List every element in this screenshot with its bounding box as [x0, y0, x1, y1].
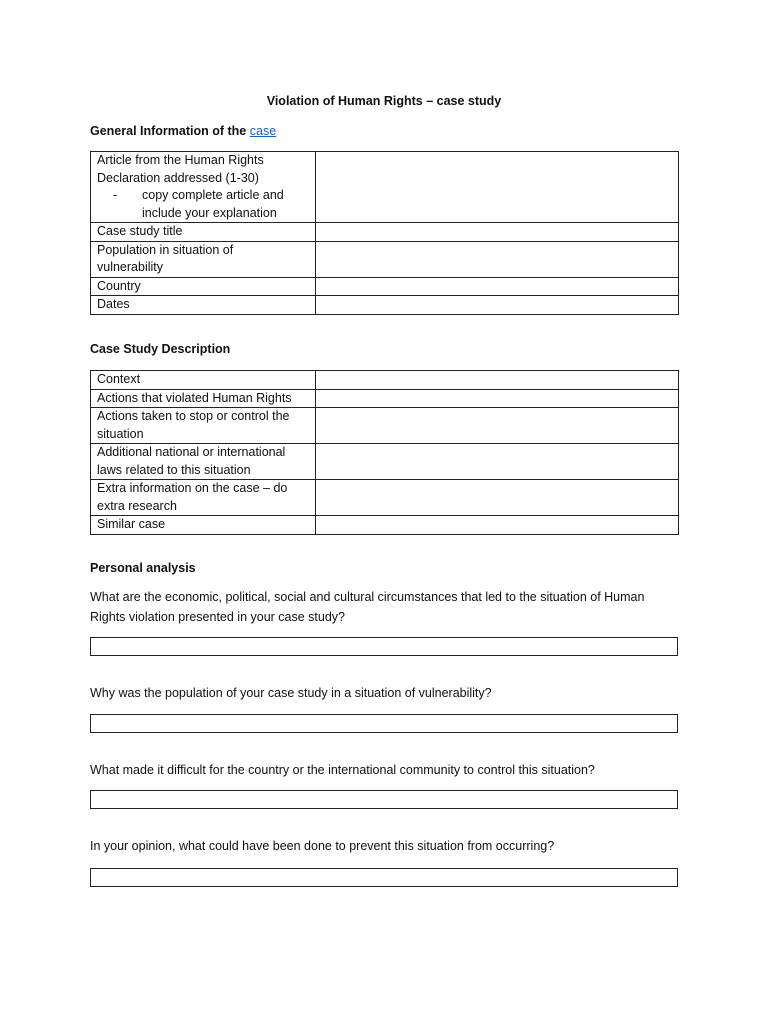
- question-line: What made it difficult for the country or the international community to control this situation?: [90, 763, 595, 777]
- label-line: situation: [97, 426, 144, 441]
- answer-box-4[interactable]: [90, 868, 678, 887]
- general-info-heading-text: General Information of the: [90, 124, 250, 138]
- row-label-laws: [91, 444, 316, 480]
- row-label-violations: Actions that violated Human Rights: [91, 389, 316, 408]
- row-label-population: [91, 241, 316, 277]
- table-row: [91, 277, 679, 296]
- question-1: [90, 587, 680, 627]
- row-label-country: Country: [91, 277, 316, 296]
- value-cell-violations[interactable]: [316, 389, 679, 408]
- value-cell-context[interactable]: [316, 371, 679, 390]
- personal-analysis-heading: Personal analysis: [90, 561, 196, 575]
- label-line: Additional national or international: [97, 445, 286, 459]
- bullet-line: include your explanation: [142, 205, 277, 220]
- question-3: [90, 760, 680, 780]
- label-line: laws related to this situation: [97, 462, 251, 477]
- bullet-item: [97, 187, 309, 222]
- case-link[interactable]: case: [249, 124, 277, 138]
- answer-box-2[interactable]: [90, 714, 678, 733]
- table-row: [91, 296, 679, 315]
- bullet-dash: -: [113, 188, 118, 202]
- table-row: [91, 223, 679, 242]
- table-row: [91, 516, 679, 535]
- label-line: Population in situation of: [97, 242, 234, 257]
- row-label-case-title: Case study title: [91, 223, 316, 242]
- row-label-actions-taken: [91, 408, 316, 444]
- value-cell-laws[interactable]: [316, 444, 679, 480]
- table-row: [91, 389, 679, 408]
- table-row: [91, 480, 679, 516]
- row-label-similar-case: Similar case: [91, 516, 316, 535]
- question-4: [90, 836, 680, 856]
- document-title: Violation of Human Rights – case study: [266, 94, 502, 108]
- value-cell-population[interactable]: [316, 241, 679, 277]
- general-info-heading: [90, 124, 276, 138]
- question-line: Rights violation presented in your case study?: [90, 610, 346, 624]
- label-line: Extra information on the case – do: [97, 481, 288, 495]
- label-line: extra research: [97, 498, 177, 513]
- question-line: What are the economic, political, social and cultural circumstances that led to the situation of Human: [90, 590, 645, 604]
- question-line: In your opinion, what could have been done to prevent this situation from occurring?: [90, 839, 555, 853]
- row-label-dates: Dates: [91, 296, 316, 315]
- table-row: [91, 152, 679, 223]
- table-row: [91, 408, 679, 444]
- value-cell-actions-taken[interactable]: [316, 408, 679, 444]
- general-info-table: [90, 151, 679, 315]
- value-cell-article[interactable]: [316, 152, 679, 223]
- label-line: Actions taken to stop or control the: [97, 409, 290, 423]
- value-cell-extra-info[interactable]: [316, 480, 679, 516]
- value-cell-case-title[interactable]: [316, 223, 679, 242]
- case-description-heading: Case Study Description: [90, 342, 231, 356]
- label-line: Article from the Human Rights: [97, 153, 264, 167]
- table-row: [91, 444, 679, 480]
- table-row: [91, 371, 679, 390]
- label-line: vulnerability: [97, 260, 164, 274]
- row-label-extra-info: [91, 480, 316, 516]
- case-description-table: [90, 370, 679, 535]
- bullet-line: copy complete article and: [142, 188, 284, 202]
- row-label-article: [91, 152, 316, 223]
- answer-box-1[interactable]: [90, 637, 678, 656]
- row-label-context: Context: [91, 371, 316, 390]
- value-cell-similar-case[interactable]: [316, 516, 679, 535]
- question-2: [90, 683, 680, 703]
- question-line: Why was the population of your case study in a situation of vulnerability?: [90, 686, 492, 700]
- value-cell-country[interactable]: [316, 277, 679, 296]
- answer-box-3[interactable]: [90, 790, 678, 809]
- table-row: [91, 241, 679, 277]
- value-cell-dates[interactable]: [316, 296, 679, 315]
- label-line: Declaration addressed (1-30): [97, 170, 259, 185]
